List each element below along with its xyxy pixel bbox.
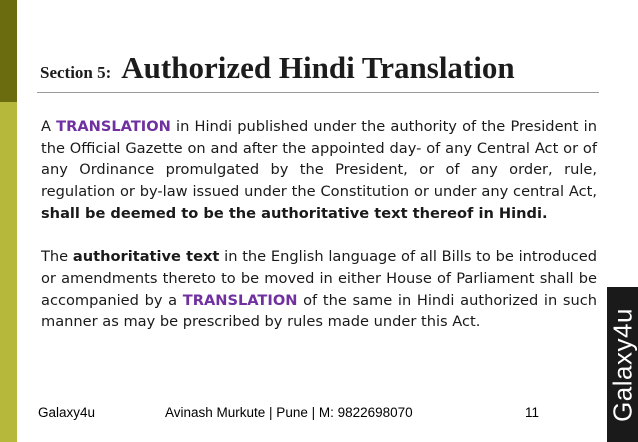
slide-body <box>41 116 597 333</box>
para1-bold-authoritative: shall be deemed to be the authoritative text thereof in Hindi. <box>41 204 548 222</box>
para2-highlight-translation: TRANSLATION <box>182 291 298 309</box>
para2-bold-authoritative-text: authoritative text <box>72 248 220 266</box>
para1-text-1: A <box>41 118 57 135</box>
paragraph-2 <box>41 246 597 333</box>
para1-highlight-translation: TRANSLATION <box>56 118 171 135</box>
footer-author: Avinash Murkute | Pune | M: 9822698070 <box>165 405 413 420</box>
side-brand-tab <box>607 287 638 442</box>
title-section-label: Section 5: <box>40 63 112 82</box>
para2-text-1: The <box>41 248 73 266</box>
title-main: Authorized Hindi Translation <box>121 50 515 85</box>
left-accent-bar-light <box>0 102 17 442</box>
footer-brand: Galaxy4u <box>38 405 96 420</box>
slide-title <box>40 50 600 86</box>
left-accent-bar-dark <box>0 0 17 102</box>
para1-text-2: in Hindi published under the authority of the President in the Official Gazette on and after the appointed day- of any Central Act or of any Ordinance promulgated by the President, or of any order, rule, regulation or by-law issued under the Constitution or under any central Act, <box>41 118 597 201</box>
para2-text-2: in the English language of all Bills to be introduced or amendments thereto to be moved in either House of Parliament shall be accompanied by a <box>41 248 597 309</box>
side-brand-logo: Galaxy4u <box>607 307 637 422</box>
footer-page-number: 11 <box>525 405 540 420</box>
paragraph-1 <box>41 116 597 225</box>
para2-text-3: of the same in Hindi authorized in such manner as may be prescribed by rules made under this Act. <box>41 291 597 331</box>
title-divider <box>37 92 599 93</box>
